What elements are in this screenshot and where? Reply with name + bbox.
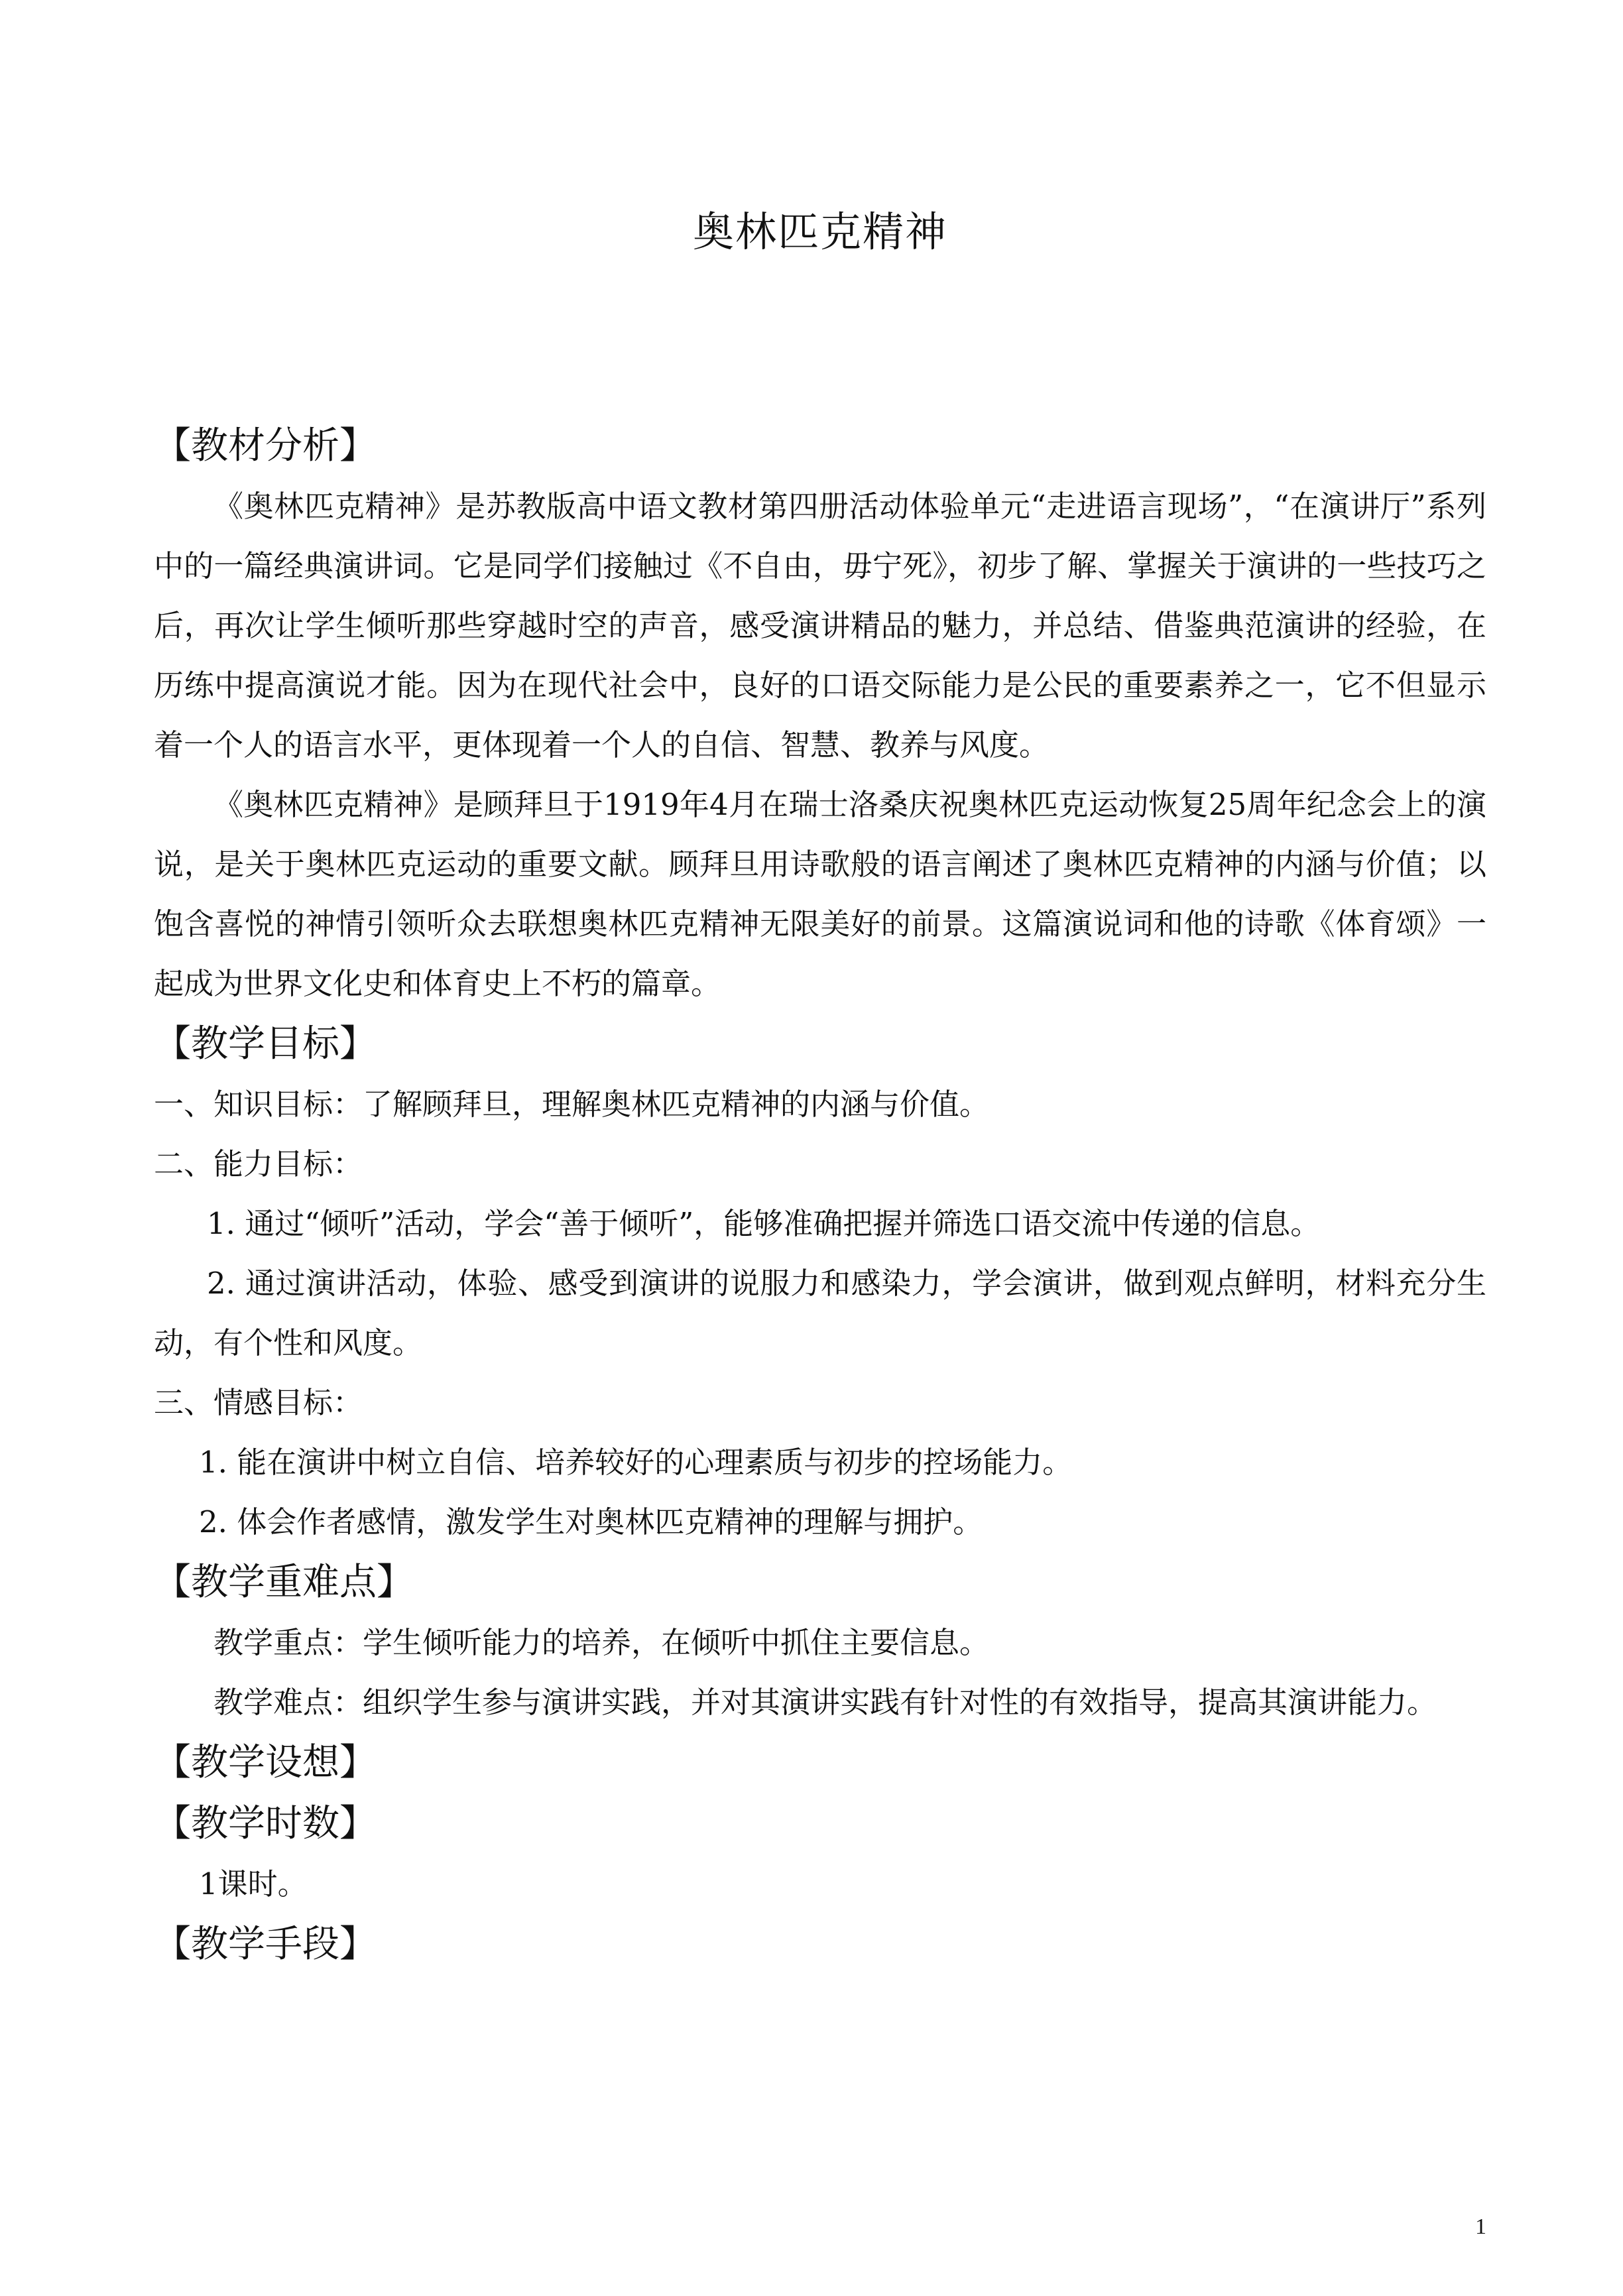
goal-ability-item-2: 2. 通过演讲活动，体验、感受到演讲的说服力和感染力，学会演讲，做到观点鲜明，材料充分生动，有个性和风度。 <box>154 1266 1486 1360</box>
goal-ability: 二、能力目标： <box>154 1146 363 1181</box>
analysis-paragraph-2: 《奥林匹克精神》是顾拜旦于1919年4月在瑞士洛桑庆祝奥林匹克运动恢复25周年纪念会上的演说，是关于奥林匹克运动的重要文献。顾拜旦用诗歌般的语言阐述了奥林匹克精神的内涵与价值；以饱含喜悦的神情引领听众去联想奥林匹克精神无限美好的前景。这篇演说词和他的诗歌《体育颂》一起成为世界文化史和体育史上不朽的篇章。 <box>154 787 1486 1001</box>
section-heading-hours: 【教学时数】 <box>154 1802 377 1845</box>
goal-ability-item-1: 1. 通过“倾听”活动，学会“善于倾听”，能够准确把握并筛选口语交流中传递的信息。 <box>207 1206 1321 1241</box>
section-heading-design: 【教学设想】 <box>154 1741 377 1784</box>
section-heading-keypoints: 【教学重难点】 <box>154 1561 414 1604</box>
goal-emotion: 三、情感目标： <box>154 1385 363 1420</box>
document-body <box>154 199 1486 1975</box>
analysis-paragraph-1: 《奥林匹克精神》是苏教版高中语文教材第四册活动体验单元“走进语言现场”，“在演讲厅”系列中的一篇经典演讲词。它是同学们接触过《不自由，毋宁死》，初步了解、掌握关于演讲的一些技巧之后，再次让学生倾听那些穿越时空的声音，感受演讲精品的魅力，并总结、借鉴典范演讲的经验，在历练中提高演说才能。因为在现代社会中，良好的口语交际能力是公民的重要素养之一，它不但显示着一个人的语言水平，更体现着一个人的自信、智慧、教养与风度。 <box>154 489 1486 762</box>
page-number: 1 <box>1475 2214 1486 2239</box>
section-heading-means: 【教学手段】 <box>154 1923 377 1966</box>
document-title: 奥林匹克精神 <box>692 208 947 256</box>
hours-value: 1课时。 <box>199 1866 308 1902</box>
section-heading-goals: 【教学目标】 <box>154 1022 377 1065</box>
keypoint-difficulty: 教学难点：组织学生参与演讲实践，并对其演讲实践有针对性的有效指导，提高其演讲能力。 <box>213 1685 1437 1720</box>
goal-knowledge: 一、知识目标：了解顾拜旦，理解奥林匹克精神的内涵与价值。 <box>154 1087 990 1122</box>
goal-emotion-item-2: 2. 体会作者感情，激发学生对奥林匹克精神的理解与拥护。 <box>199 1504 983 1540</box>
section-heading-analysis: 【教材分析】 <box>154 424 377 467</box>
keypoint-focus: 教学重点：学生倾听能力的培养，在倾听中抓住主要信息。 <box>213 1625 990 1660</box>
goal-emotion-item-1: 1. 能在演讲中树立自信、培养较好的心理素质与初步的控场能力。 <box>199 1445 1073 1480</box>
